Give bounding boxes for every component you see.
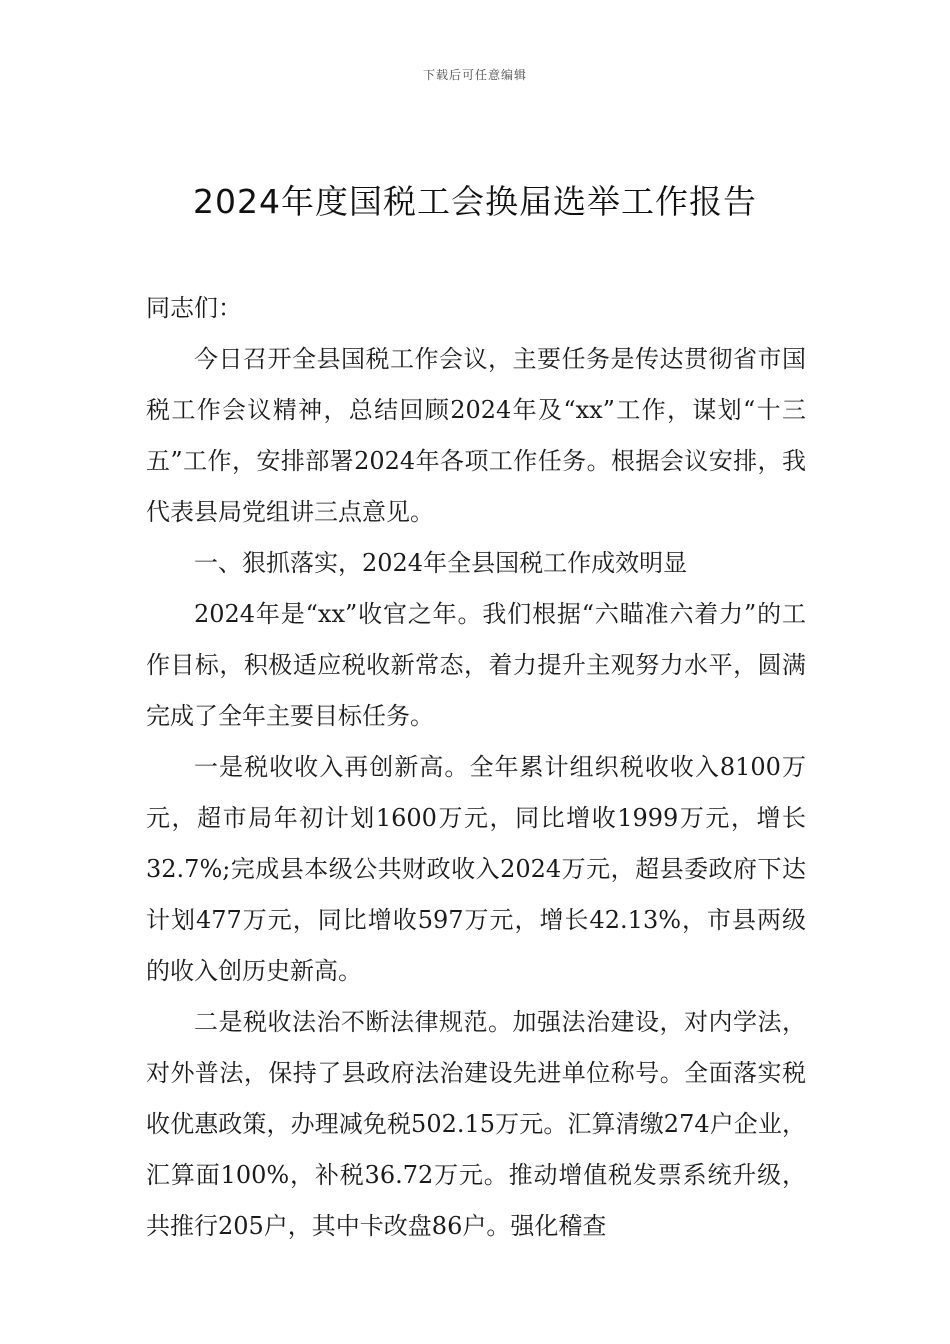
paragraph-overview: 2024年是“xx”收官之年。我们根据“六瞄准六着力”的工作目标，积极适应税收新常态，着力提升主观努力水平，圆满完成了全年主要目标任务。 [146,600,806,730]
salutation: 同志们： [146,294,242,322]
header-note: 下载后可任意编辑 [422,68,527,82]
document-title: 2024年度国税工会换届选举工作报告 [193,182,757,221]
section-heading: 一、狠抓落实，2024年全县国税工作成效明显 [194,549,688,577]
document-body [146,283,806,1252]
paragraph-tax-law: 二是税收法治不断法律规范。加强法治建设，对内学法，对外普法，保持了县政府法治建设先进单位称号。全面落实税收优惠政策，办理减免税502.15万元。汇算清缴274户企业，汇算面100%，补税36.72万元。推动增值税发票系统升级，共推行205户，其中卡改盘86户。强化稽查 [146,1008,806,1240]
paragraph-tax-revenue: 一是税收收入再创新高。全年累计组织税收收入8100万元，超市局年初计划1600万元，同比增收1999万元，增长32.7%;完成县本级公共财政收入2024万元，超县委政府下达计划477万元，同比增收597万元，增长42.13%，市县两级的收入创历史新高。 [146,753,806,985]
paragraph-intro: 今日召开全县国税工作会议，主要任务是传达贯彻省市国税工作会议精神，总结回顾2024年及“xx”工作，谋划“十三五”工作，安排部署2024年各项工作任务。根据会议安排，我代表县局党组讲三点意见。 [146,345,806,526]
